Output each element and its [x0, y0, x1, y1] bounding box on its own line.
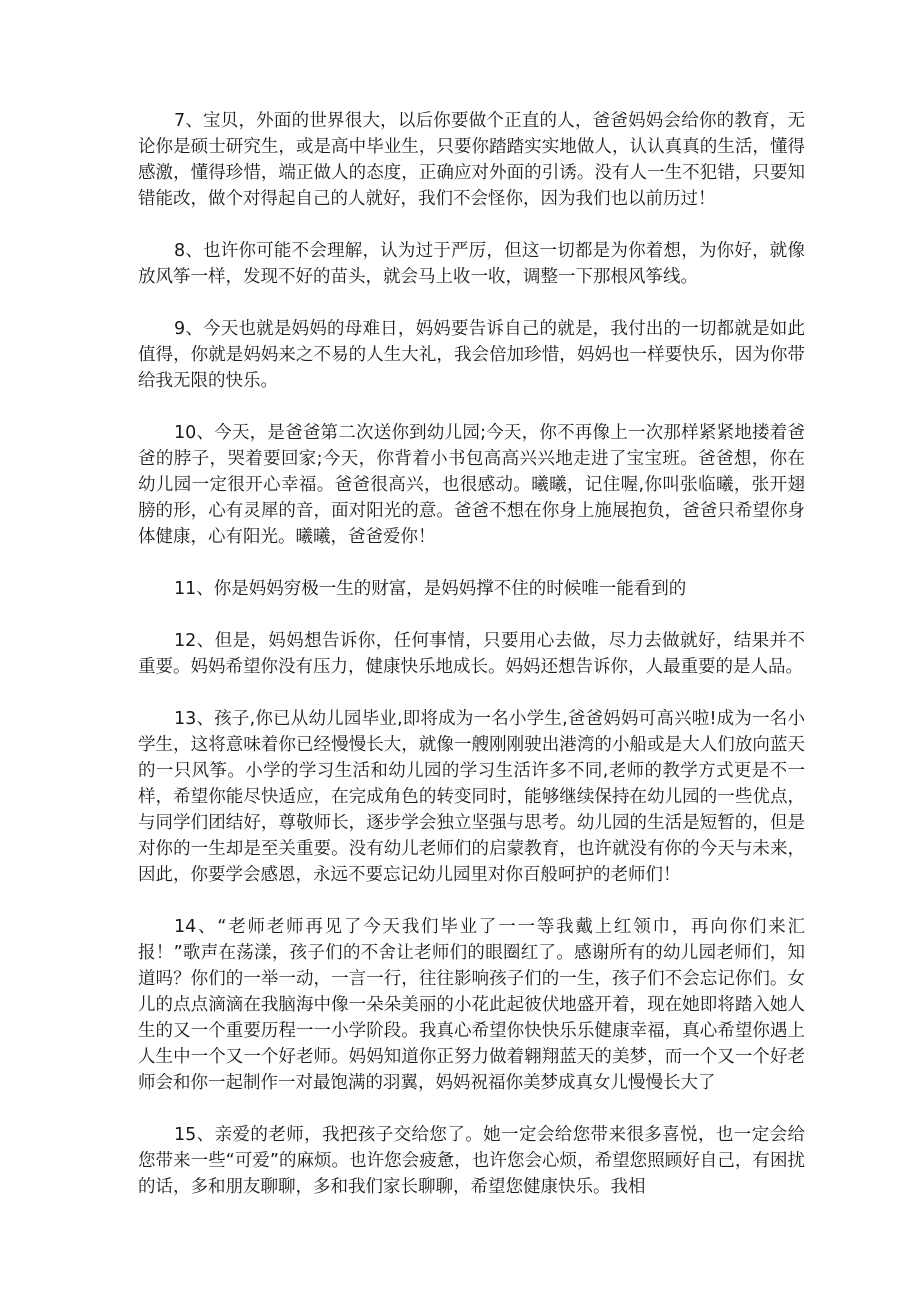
paragraph-7: 7、宝贝，外面的世界很大，以后你要做个正直的人，爸爸妈妈会给你的教育，无论你是硕士研究生，或是高中毕业生，只要你踏踏实实地做人，认认真真的生活，懂得感激，懂得珍惜，端正做人的态度，正确应对外面的引诱。没有人一生不犯错，只要知错能改，做个对得起自己的人就好，我们不会怪你，因为我们也以前历过！ [138, 111, 805, 209]
paragraph-9: 9、今天也就是妈妈的母难日，妈妈要告诉自己的就是，我付出的一切都就是如此值得，你就是妈妈来之不易的人生大礼，我会倍加珍惜，妈妈也一样要快乐，因为你带给我无限的快乐。 [138, 319, 805, 391]
paragraph-14: 14、“老师老师再见了今天我们毕业了一一等我戴上红领巾，再向你们来汇报！”歌声在荡漾，孩子们的不舍让老师们的眼圈红了。感谢所有的幼儿园老师们，知道吗？你们的一举一动，一言一行，往往影响孩子们的一生，孩子们不会忘记你们。女儿的点点滴滴在我脑海中像一朵朵美丽的小花此起彼伏地盛开着，现在她即将踏入她人生的又一个重要历程一一小学阶段。我真心希望你快快乐乐健康幸福，真心希望你遇上人生中一个又一个好老师。妈妈知道你正努力做着翱翔蓝天的美梦，而一个又一个好老师会和你一起制作一对最饱满的羽翼，妈妈祝福你美梦成真女儿慢慢长大了 [138, 917, 805, 1093]
paragraph-11: 11、你是妈妈穷极一生的财富，是妈妈撑不住的时候唯一能看到的 [174, 579, 687, 599]
paragraph-10: 10、今天，是爸爸第二次送你到幼儿园;今天，你不再像上一次那样紧紧地搂着爸爸的脖子，哭着要回家;今天，你背着小书包高高兴兴地走进了宝宝班。爸爸想，你在幼儿园一定很开心幸福。爸爸很高兴，也很感动。曦曦，记住喔,你叫张临曦，张开翅膀的形，心有灵犀的音，面对阳光的意。爸爸不想在你身上施展抱负，爸爸只希望你身体健康，心有阳光。曦曦，爸爸爱你！ [138, 423, 805, 547]
document-body [138, 108, 805, 1226]
paragraph-12: 12、但是，妈妈想告诉你，任何事情，只要用心去做，尽力去做就好，结果并不重要。妈妈希望你没有压力，健康快乐地成长。妈妈还想告诉你，人最重要的是人品。 [138, 631, 805, 677]
paragraph-15: 15、亲爱的老师，我把孩子交给您了。她一定会给您带来很多喜悦，也一定会给您带来一些“可爱”的麻烦。也许您会疲惫，也许您会心烦，希望您照顾好自己，有困扰的话，多和朋友聊聊，多和我们家长聊聊，希望您健康快乐。我相 [138, 1125, 805, 1197]
paragraph-13: 13、孩子,你已从幼儿园毕业,即将成为一名小学生,爸爸妈妈可高兴啦!成为一名小学生，这将意味着你已经慢慢长大，就像一艘刚刚驶出港湾的小船或是大人们放向蓝天的一只风筝。小学的学习生活和幼儿园的学习生活许多不同,老师的教学方式更是不一样，希望你能尽快适应，在完成角色的转变同时，能够继续保持在幼儿园的一些优点，与同学们团结好，尊敬师长，逐步学会独立坚强与思考。幼儿园的生活是短暂的，但是对你的一生却是至关重要。没有幼儿老师们的启蒙教育，也许就没有你的今天与未来，因此，你要学会感恩，永远不要忘记幼儿园里对你百般呵护的老师们！ [138, 709, 805, 885]
paragraph-8: 8、也许你可能不会理解，认为过于严厉，但这一切都是为你着想，为你好，就像放风筝一样，发现不好的苗头，就会马上收一收，调整一下那根风筝线。 [138, 241, 805, 287]
